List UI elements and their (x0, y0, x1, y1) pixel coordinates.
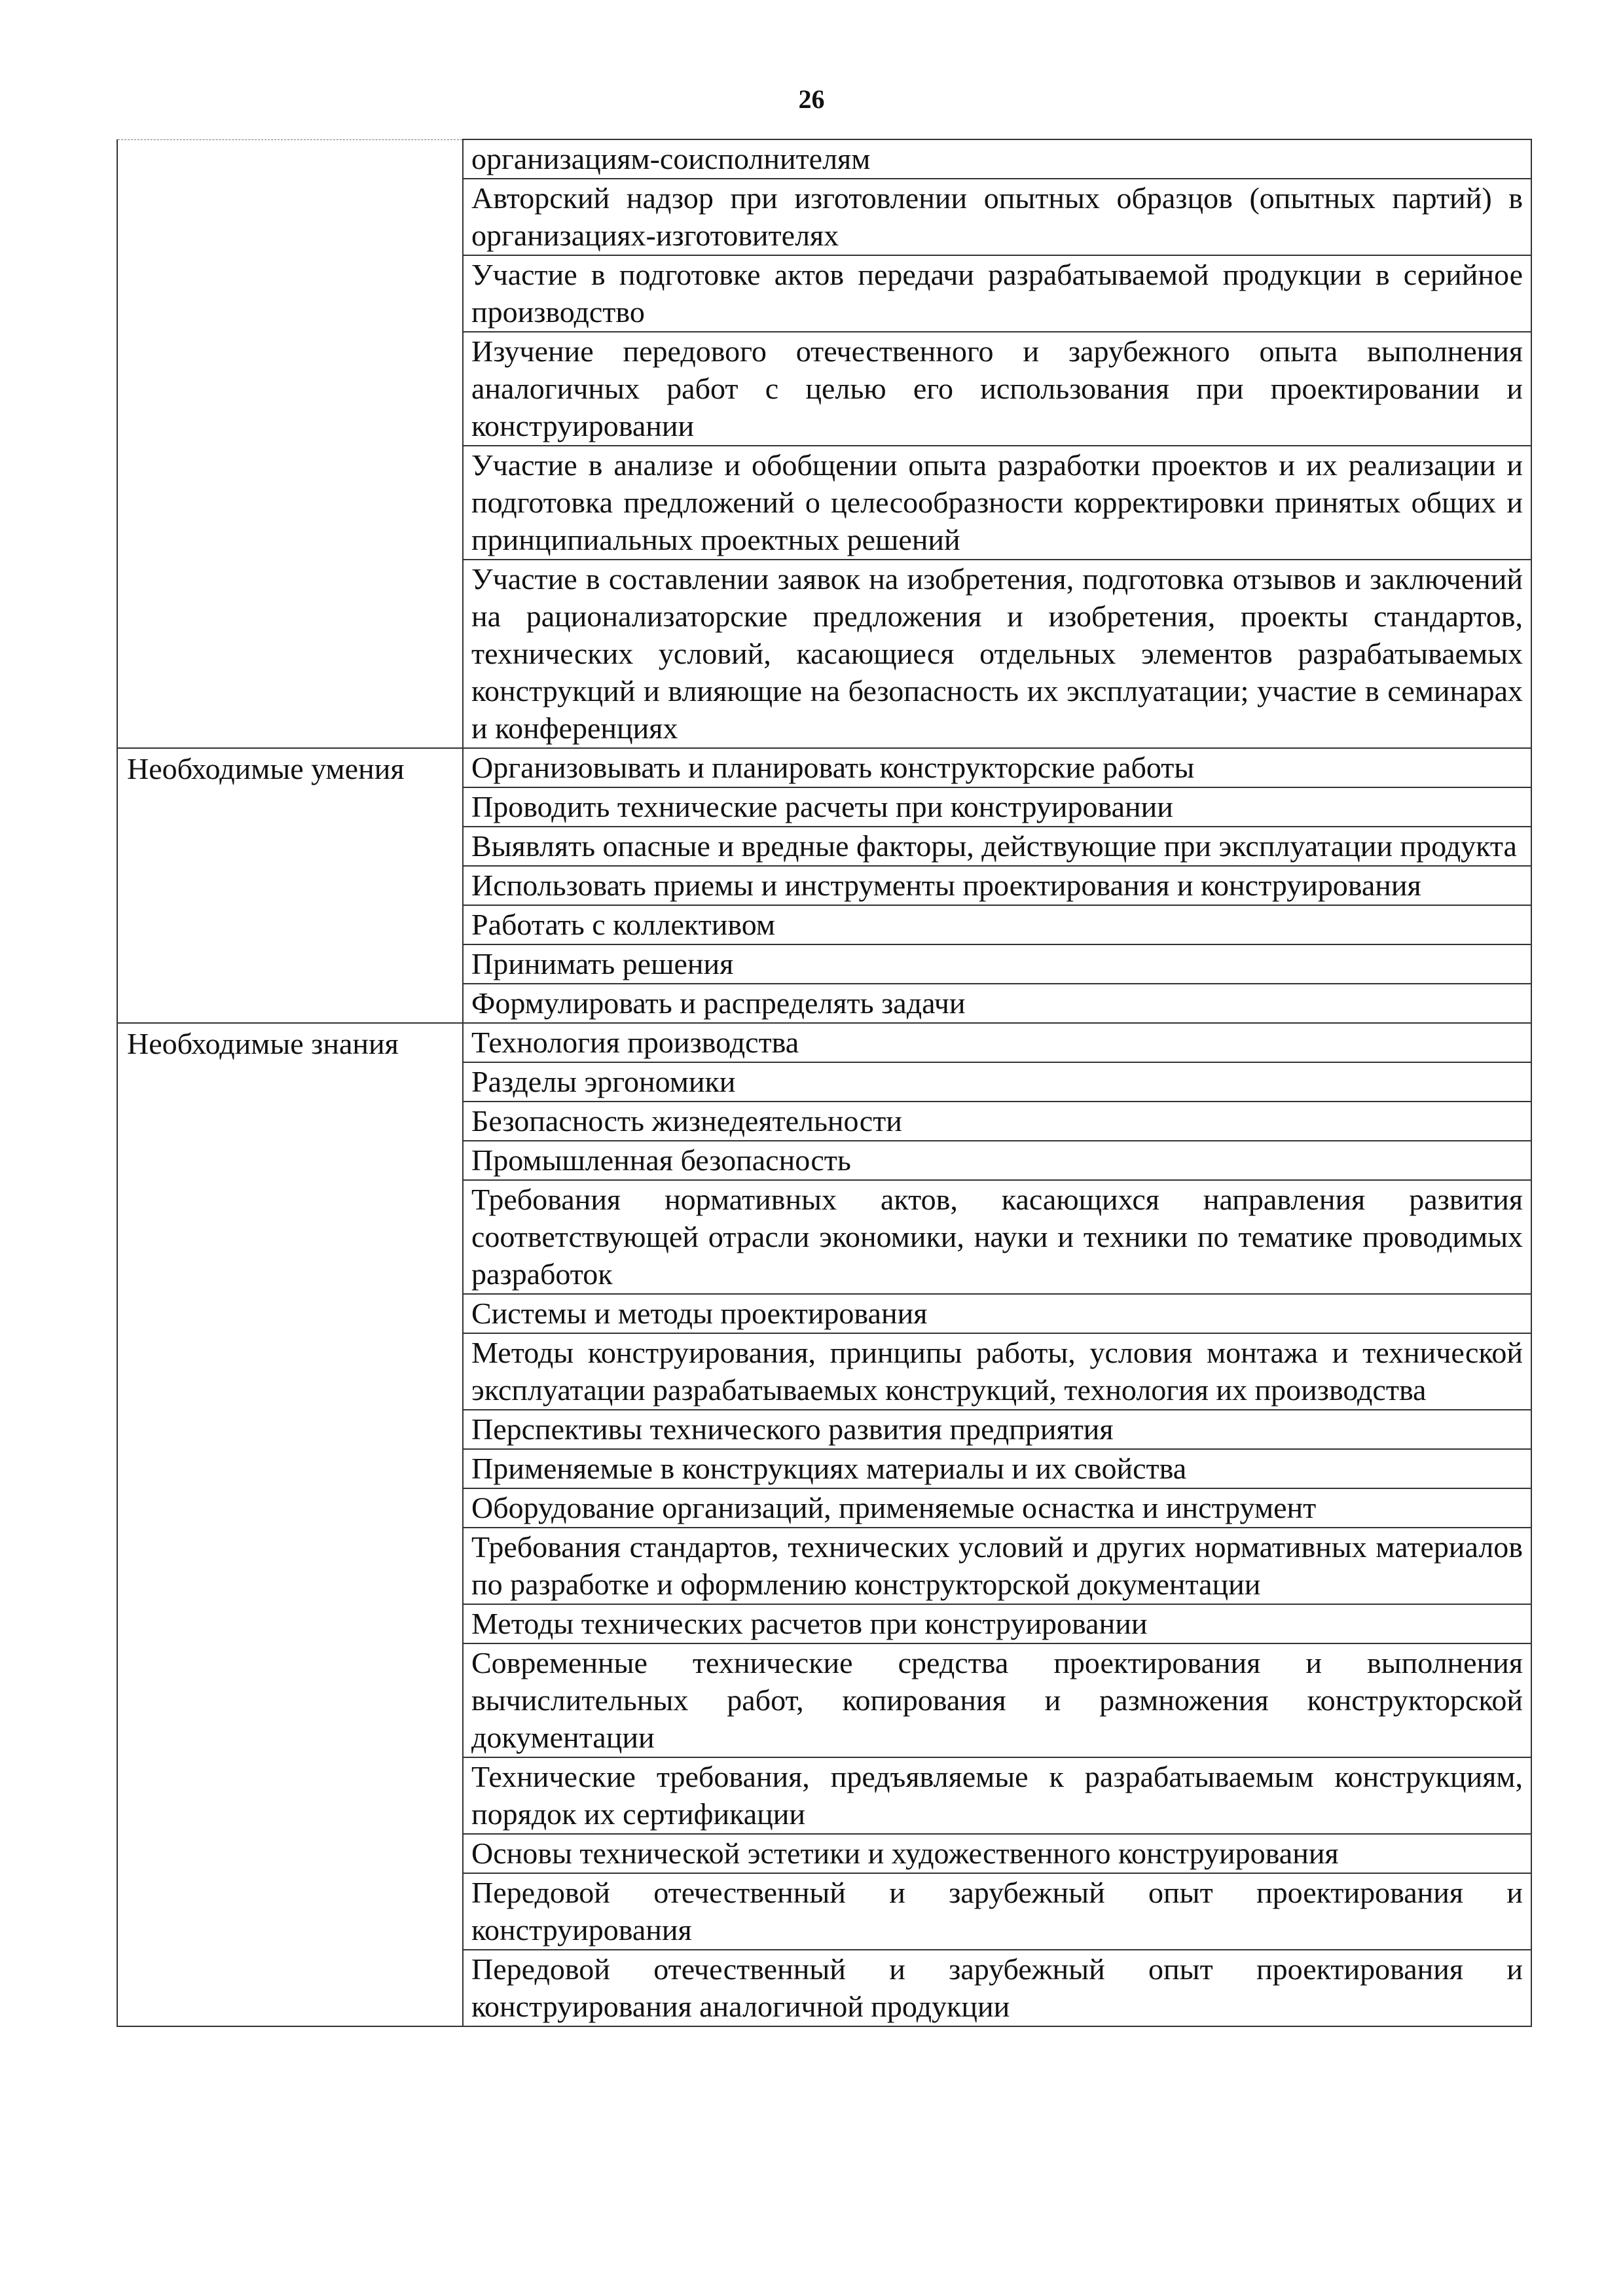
section-item: Современные технические средства проектирования и выполнения вычислительных работ, копирования и размножения конструкторской документации (463, 1643, 1531, 1757)
section-item: Промышленная безопасность (463, 1141, 1531, 1180)
section-item: Участие в составлении заявок на изобретения, подготовка отзывов и заключений на рационализаторские предложения и изобретения, проекты стандартов, технических условий, касающиеся отдельных элементов разрабатываемых конструкций и влияющие на безопасность их эксплуатации; участие в семинарах и конференциях (463, 560, 1531, 748)
section-item: Участие в подготовке актов передачи разрабатываемой продукции в серийное производство (463, 255, 1531, 332)
section-label: Необходимые знания (117, 1023, 463, 2026)
section-item: Методы конструирования, принципы работы, условия монтажа и технической эксплуатации разрабатываемых конструкций, технология их производства (463, 1333, 1531, 1410)
section-item: Авторский надзор при изготовлении опытных образцов (опытных партий) в организациях-изготовителях (463, 179, 1531, 255)
section-label (117, 139, 463, 748)
labor-functions-table (117, 139, 1532, 2027)
section-item: Системы и методы проектирования (463, 1294, 1531, 1333)
section-item: Требования нормативных актов, касающихся направления развития соответствующей отрасли экономики, науки и техники по тематике проводимых разработок (463, 1180, 1531, 1294)
section-item: Безопасность жизнедеятельности (463, 1102, 1531, 1141)
section-item: организациям-соисполнителям (463, 139, 1531, 179)
section-item: Основы технической эстетики и художественного конструирования (463, 1834, 1531, 1873)
section-item: Проводить технические расчеты при конструировании (463, 787, 1531, 827)
table-row (117, 1023, 1531, 1062)
section-item: Формулировать и распределять задачи (463, 984, 1531, 1023)
table-row (117, 748, 1531, 787)
table-body (117, 139, 1531, 2026)
section-item: Передовой отечественный и зарубежный опыт проектирования и конструирования аналогичной продукции (463, 1950, 1531, 2026)
section-item: Использовать приемы и инструменты проектирования и конструирования (463, 866, 1531, 905)
section-item: Организовывать и планировать конструкторские работы (463, 748, 1531, 787)
section-item: Перспективы технического развития предприятия (463, 1410, 1531, 1449)
section-item: Применяемые в конструкциях материалы и их свойства (463, 1449, 1531, 1488)
section-item: Работать с коллективом (463, 905, 1531, 944)
section-item: Участие в анализе и обобщении опыта разработки проектов и их реализации и подготовка предложений о целесообразности корректировки принятых общих и принципиальных проектных решений (463, 446, 1531, 560)
section-item: Принимать решения (463, 944, 1531, 984)
section-item: Методы технических расчетов при конструировании (463, 1604, 1531, 1643)
table-row (117, 139, 1531, 179)
section-item: Оборудование организаций, применяемые оснастка и инструмент (463, 1488, 1531, 1528)
section-label: Необходимые умения (117, 748, 463, 1023)
section-item: Технические требования, предъявляемые к разрабатываемым конструкциям, порядок их сертификации (463, 1757, 1531, 1834)
page-number: 26 (798, 84, 825, 114)
section-item: Разделы эргономики (463, 1062, 1531, 1102)
section-item: Технология производства (463, 1023, 1531, 1062)
section-item: Требования стандартов, технических условий и других нормативных материалов по разработке и оформлению конструкторской документации (463, 1528, 1531, 1604)
section-item: Выявлять опасные и вредные факторы, действующие при эксплуатации продукта (463, 827, 1531, 866)
section-item: Передовой отечественный и зарубежный опыт проектирования и конструирования (463, 1873, 1531, 1950)
section-item: Изучение передового отечественного и зарубежного опыта выполнения аналогичных работ с целью его использования при проектировании и конструировании (463, 332, 1531, 446)
